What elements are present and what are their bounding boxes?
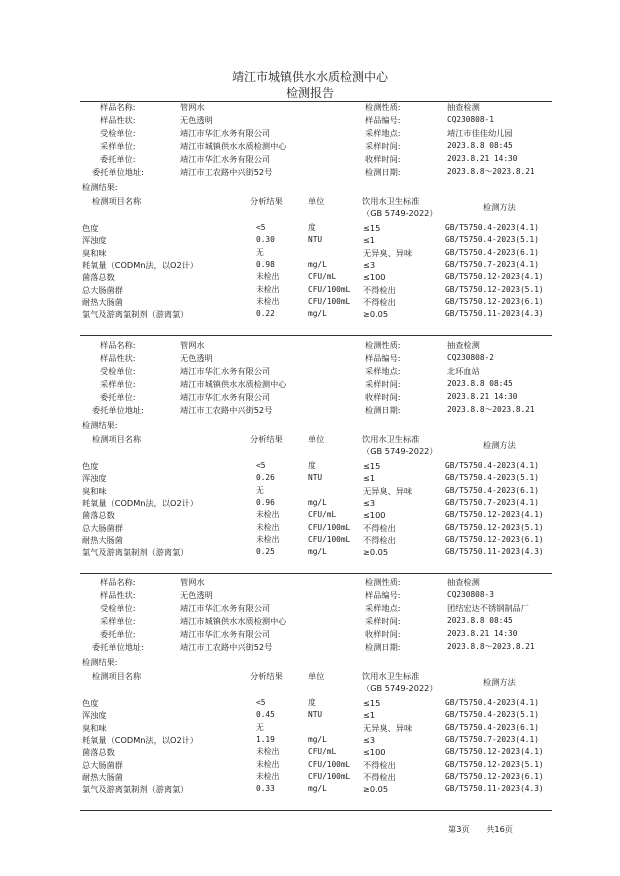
- result-method: GB/T5750.11-2023(4.3): [445, 309, 544, 319]
- info-label-entrusted-unit: 受检单位:: [100, 366, 136, 376]
- result-unit: 度: [308, 223, 316, 232]
- info-label-receive-time: 收样时间:: [365, 392, 401, 402]
- col-header-result: 分析结果: [250, 671, 283, 681]
- info-label-client-unit: 委托单位:: [100, 392, 136, 402]
- info-label-sample-prop: 样品性状:: [100, 353, 136, 363]
- info-value-no: CQ230808-1: [447, 115, 494, 124]
- result-unit: CFU/mL: [308, 747, 337, 757]
- result-method: GB/T5750.4-2023(5.1): [445, 473, 539, 483]
- info-label-sampling-time: 采样时间:: [365, 141, 401, 151]
- info-value-address: 靖江市工农路中兴街52号: [180, 642, 273, 652]
- result-item-name: 氯气及游离氯制剂（游离氯）: [82, 309, 189, 320]
- result-value: 未检出: [256, 284, 280, 294]
- report-subtitle: 检测报告: [285, 86, 334, 100]
- result-method: GB/T5750.12-2023(4.1): [445, 272, 544, 282]
- col-header-result: 分析结果: [250, 196, 283, 206]
- result-method: GB/T5750.12-2023(6.1): [445, 771, 544, 781]
- info-value-sampler: 靖江市城镇供水水质检测中心: [180, 379, 287, 389]
- info-label-sampling-unit: 采样单位:: [100, 616, 136, 626]
- info-value-place: 靖江市佳佳幼儿园: [447, 128, 513, 138]
- info-label-test-date: 检测日期:: [365, 405, 401, 415]
- info-value-prop: 无色透明: [180, 590, 213, 600]
- result-item-name: 耗氧量（CODMn法，以O2计）: [82, 259, 199, 270]
- result-unit: CFU/100mL: [308, 284, 351, 294]
- col-header-standard-code: （GB 5749-2022）: [362, 446, 438, 456]
- col-header-item: 检测项目名称: [92, 671, 142, 681]
- info-label-entrusted-unit: 受检单位:: [100, 603, 136, 613]
- result-value: 无: [256, 247, 264, 257]
- info-value-entrusted: 靖江市华汇水务有限公司: [180, 603, 271, 613]
- info-label-sampling-time: 采样时间:: [365, 379, 401, 389]
- result-standard: ≥0.05: [363, 547, 389, 558]
- result-value: 0.96: [256, 497, 275, 507]
- result-unit: CFU/100mL: [308, 534, 351, 544]
- info-value-address: 靖江市工农路中兴街52号: [180, 167, 273, 177]
- result-value: 0.98: [256, 259, 275, 269]
- result-method: GB/T5750.12-2023(5.1): [445, 284, 544, 294]
- result-standard: 不得检出: [363, 771, 396, 782]
- info-value-nature: 抽查检测: [447, 577, 480, 587]
- page-footer: [448, 824, 527, 835]
- info-value-stime: 2023.8.8 08:45: [447, 379, 513, 388]
- result-method: GB/T5750.11-2023(4.3): [445, 547, 544, 557]
- result-method: GB/T5750.11-2023(4.3): [445, 784, 544, 794]
- info-label-client-addr: 委托单位地址:: [92, 167, 144, 177]
- result-value: 未检出: [256, 771, 280, 781]
- result-standard: ≤3: [363, 497, 376, 508]
- result-item-name: 色度: [82, 223, 99, 233]
- result-method: GB/T5750.12-2023(5.1): [445, 522, 544, 532]
- info-value-place: 团结宏达不锈钢制品厂: [447, 603, 529, 613]
- result-unit: 度: [308, 461, 316, 470]
- info-value-client: 靖江市华汇水务有限公司: [180, 629, 271, 639]
- info-label-sample-name: 样品名称:: [100, 577, 136, 587]
- info-label-test-date: 检测日期:: [365, 167, 401, 177]
- info-label-sampling-time: 采样时间:: [365, 616, 401, 626]
- result-item-name: 耗氧量（CODMn法，以O2计）: [82, 497, 199, 508]
- result-value: 1.19: [256, 734, 275, 744]
- result-unit: CFU/mL: [308, 510, 337, 520]
- result-standard: ≤3: [363, 259, 376, 270]
- col-header-item: 检测项目名称: [92, 434, 142, 444]
- results-caption: 检测结果:: [82, 657, 118, 667]
- result-value: 未检出: [256, 534, 280, 544]
- info-value-entrusted: 靖江市华汇水务有限公司: [180, 128, 271, 138]
- result-item-name: 氯气及游离氯制剂（游离氯）: [82, 547, 189, 558]
- result-standard: 不得检出: [363, 522, 396, 533]
- result-item-name: 色度: [82, 698, 99, 708]
- result-method: GB/T5750.4-2023(6.1): [445, 722, 539, 732]
- col-header-standard-code: （GB 5749-2022）: [362, 208, 438, 218]
- result-unit: mg/L: [308, 784, 327, 794]
- result-method: GB/T5750.12-2023(6.1): [445, 296, 544, 306]
- result-item-name: 色度: [82, 461, 99, 471]
- col-header-unit: 单位: [308, 434, 325, 444]
- result-standard: ≤15: [363, 698, 381, 708]
- result-standard: 无异臭、异味: [363, 247, 413, 258]
- info-label-sampling-unit: 采样单位:: [100, 379, 136, 389]
- info-value-sampler: 靖江市城镇供水水质检测中心: [180, 141, 287, 151]
- info-label-receive-time: 收样时间:: [365, 629, 401, 639]
- col-header-unit: 单位: [308, 196, 325, 206]
- info-label-sampling-place: 采样地点:: [365, 603, 401, 613]
- result-value: 0.26: [256, 473, 275, 483]
- col-header-method: 检测方法: [483, 677, 516, 687]
- result-method: GB/T5750.7-2023(4.1): [445, 259, 539, 269]
- result-standard: ≥0.05: [363, 784, 389, 795]
- result-value: <5: [256, 461, 266, 470]
- result-standard: 无异臭、异味: [363, 485, 413, 496]
- result-value: 0.45: [256, 710, 275, 720]
- result-standard: ≤1: [363, 710, 376, 721]
- result-unit: 度: [308, 698, 316, 707]
- result-item-name: 菌落总数: [82, 747, 115, 758]
- result-unit: mg/L: [308, 734, 327, 744]
- block-bottom-rule: [80, 335, 552, 336]
- result-item-name: 耐热大肠菌: [82, 771, 123, 782]
- result-method: GB/T5750.4-2023(5.1): [445, 710, 539, 720]
- result-item-name: 总大肠菌群: [82, 759, 123, 770]
- result-value: 无: [256, 722, 264, 732]
- info-value-name: 管网水: [180, 577, 205, 587]
- col-header-standard: 饮用水卫生标准: [362, 196, 420, 206]
- result-value: <5: [256, 223, 266, 232]
- info-label-sample-prop: 样品性状:: [100, 115, 136, 125]
- col-header-method: 检测方法: [483, 202, 516, 212]
- result-item-name: 菌落总数: [82, 272, 115, 283]
- result-method: GB/T5750.7-2023(4.1): [445, 497, 539, 507]
- info-label-sample-name: 样品名称:: [100, 102, 136, 112]
- col-header-item: 检测项目名称: [92, 196, 142, 206]
- info-value-entrusted: 靖江市华汇水务有限公司: [180, 366, 271, 376]
- result-method: GB/T5750.4-2023(4.1): [445, 461, 539, 470]
- page-number: 第3页: [448, 824, 470, 834]
- result-standard: 不得检出: [363, 296, 396, 307]
- sample-block-3: [80, 577, 550, 809]
- result-value: 0.22: [256, 309, 275, 319]
- result-unit: CFU/100mL: [308, 522, 351, 532]
- info-value-stime: 2023.8.8 08:45: [447, 616, 513, 625]
- info-value-sampler: 靖江市城镇供水水质检测中心: [180, 616, 287, 626]
- info-value-prop: 无色透明: [180, 353, 213, 363]
- result-item-name: 耗氧量（CODMn法，以O2计）: [82, 734, 199, 745]
- sample-block-2: [80, 340, 550, 572]
- result-standard: ≤1: [363, 473, 376, 484]
- info-value-name: 管网水: [180, 102, 205, 112]
- result-item-name: 臭和味: [82, 722, 107, 733]
- result-standard: ≥0.05: [363, 309, 389, 320]
- sample-block-1: [80, 102, 550, 334]
- col-header-standard: 饮用水卫生标准: [362, 671, 420, 681]
- result-standard: 不得检出: [363, 284, 396, 295]
- result-unit: NTU: [308, 473, 323, 483]
- result-standard: ≤100: [363, 510, 386, 521]
- result-unit: mg/L: [308, 497, 327, 507]
- result-value: 未检出: [256, 522, 280, 532]
- result-value: 未检出: [256, 747, 280, 757]
- info-value-rtime: 2023.8.21 14:30: [447, 154, 518, 163]
- result-item-name: 总大肠菌群: [82, 284, 123, 295]
- info-label-client-addr: 委托单位地址:: [92, 405, 144, 415]
- result-item-name: 浑浊度: [82, 235, 107, 246]
- result-standard: ≤100: [363, 747, 386, 758]
- info-label-sample-name: 样品名称:: [100, 340, 136, 350]
- result-unit: mg/L: [308, 309, 327, 319]
- info-value-nature: 抽查检测: [447, 340, 480, 350]
- info-value-name: 管网水: [180, 340, 205, 350]
- info-value-client: 靖江市华汇水务有限公司: [180, 392, 271, 402]
- result-value: 无: [256, 485, 264, 495]
- result-method: GB/T5750.12-2023(5.1): [445, 759, 544, 769]
- result-standard: 不得检出: [363, 759, 396, 770]
- col-header-standard-code: （GB 5749-2022）: [362, 683, 438, 693]
- info-label-sample-no: 样品编号:: [365, 115, 401, 125]
- results-caption: 检测结果:: [82, 182, 118, 192]
- result-value: 未检出: [256, 296, 280, 306]
- info-value-tdate: 2023.8.8～2023.8.21: [447, 642, 535, 651]
- result-item-name: 浑浊度: [82, 473, 107, 484]
- result-unit: CFU/100mL: [308, 771, 351, 781]
- result-method: GB/T5750.4-2023(4.1): [445, 698, 539, 707]
- result-value: 未检出: [256, 272, 280, 282]
- info-label-client-unit: 委托单位:: [100, 629, 136, 639]
- result-unit: NTU: [308, 710, 323, 720]
- result-item-name: 耐热大肠菌: [82, 534, 123, 545]
- result-unit: CFU/100mL: [308, 759, 351, 769]
- result-method: GB/T5750.12-2023(6.1): [445, 534, 544, 544]
- info-label-test-nature: 检测性质:: [365, 102, 401, 112]
- info-label-sampling-place: 采样地点:: [365, 128, 401, 138]
- block-bottom-rule: [80, 810, 552, 811]
- result-value: 0.25: [256, 547, 275, 557]
- info-value-stime: 2023.8.8 08:45: [447, 141, 513, 150]
- result-method: GB/T5750.4-2023(5.1): [445, 235, 539, 245]
- info-value-no: CQ230808-2: [447, 353, 494, 362]
- info-label-entrusted-unit: 受检单位:: [100, 128, 136, 138]
- result-unit: NTU: [308, 235, 323, 245]
- col-header-unit: 单位: [308, 671, 325, 681]
- info-label-test-date: 检测日期:: [365, 642, 401, 652]
- info-label-sampling-unit: 采样单位:: [100, 141, 136, 151]
- results-caption: 检测结果:: [82, 420, 118, 430]
- info-value-nature: 抽查检测: [447, 102, 480, 112]
- info-value-prop: 无色透明: [180, 115, 213, 125]
- result-item-name: 总大肠菌群: [82, 522, 123, 533]
- info-value-address: 靖江市工农路中兴街52号: [180, 405, 273, 415]
- result-method: GB/T5750.4-2023(6.1): [445, 247, 539, 257]
- col-header-method: 检测方法: [483, 440, 516, 450]
- page-total: 共16页: [486, 824, 513, 834]
- result-method: GB/T5750.12-2023(4.1): [445, 510, 544, 520]
- info-label-client-unit: 委托单位:: [100, 154, 136, 164]
- result-standard: ≤15: [363, 223, 381, 233]
- info-label-sample-no: 样品编号:: [365, 590, 401, 600]
- result-item-name: 氯气及游离氯制剂（游离氯）: [82, 784, 189, 795]
- info-value-tdate: 2023.8.8～2023.8.21: [447, 167, 535, 176]
- result-standard: ≤100: [363, 272, 386, 283]
- result-unit: mg/L: [308, 547, 327, 557]
- result-item-name: 耐热大肠菌: [82, 296, 123, 307]
- info-label-test-nature: 检测性质:: [365, 340, 401, 350]
- result-method: GB/T5750.7-2023(4.1): [445, 734, 539, 744]
- report-title: 靖江市城镇供水水质检测中心: [231, 70, 388, 84]
- info-value-place: 北环血站: [447, 366, 480, 376]
- result-method: GB/T5750.4-2023(6.1): [445, 485, 539, 495]
- result-item-name: 浑浊度: [82, 710, 107, 721]
- info-value-rtime: 2023.8.21 14:30: [447, 392, 518, 401]
- result-method: GB/T5750.12-2023(4.1): [445, 747, 544, 757]
- result-unit: mg/L: [308, 259, 327, 269]
- result-method: GB/T5750.4-2023(4.1): [445, 223, 539, 232]
- result-unit: CFU/mL: [308, 272, 337, 282]
- result-item-name: 臭和味: [82, 247, 107, 258]
- result-standard: ≤15: [363, 461, 381, 471]
- col-header-standard: 饮用水卫生标准: [362, 434, 420, 444]
- info-value-no: CQ230808-3: [447, 590, 494, 599]
- info-label-sample-no: 样品编号:: [365, 353, 401, 363]
- info-label-sampling-place: 采样地点:: [365, 366, 401, 376]
- result-item-name: 菌落总数: [82, 510, 115, 521]
- result-unit: CFU/100mL: [308, 296, 351, 306]
- result-value: 0.33: [256, 784, 275, 794]
- info-value-client: 靖江市华汇水务有限公司: [180, 154, 271, 164]
- info-value-tdate: 2023.8.8～2023.8.21: [447, 405, 535, 414]
- block-bottom-rule: [80, 573, 552, 574]
- result-value: 未检出: [256, 759, 280, 769]
- info-label-sample-prop: 样品性状:: [100, 590, 136, 600]
- result-standard: 无异臭、异味: [363, 722, 413, 733]
- info-value-rtime: 2023.8.21 14:30: [447, 629, 518, 638]
- info-label-receive-time: 收样时间:: [365, 154, 401, 164]
- result-standard: 不得检出: [363, 534, 396, 545]
- result-value: 未检出: [256, 510, 280, 520]
- result-standard: ≤1: [363, 235, 376, 246]
- result-value: <5: [256, 698, 266, 707]
- result-item-name: 臭和味: [82, 485, 107, 496]
- result-standard: ≤3: [363, 734, 376, 745]
- col-header-result: 分析结果: [250, 434, 283, 444]
- result-value: 0.30: [256, 235, 275, 245]
- info-label-client-addr: 委托单位地址:: [92, 642, 144, 652]
- info-label-test-nature: 检测性质:: [365, 577, 401, 587]
